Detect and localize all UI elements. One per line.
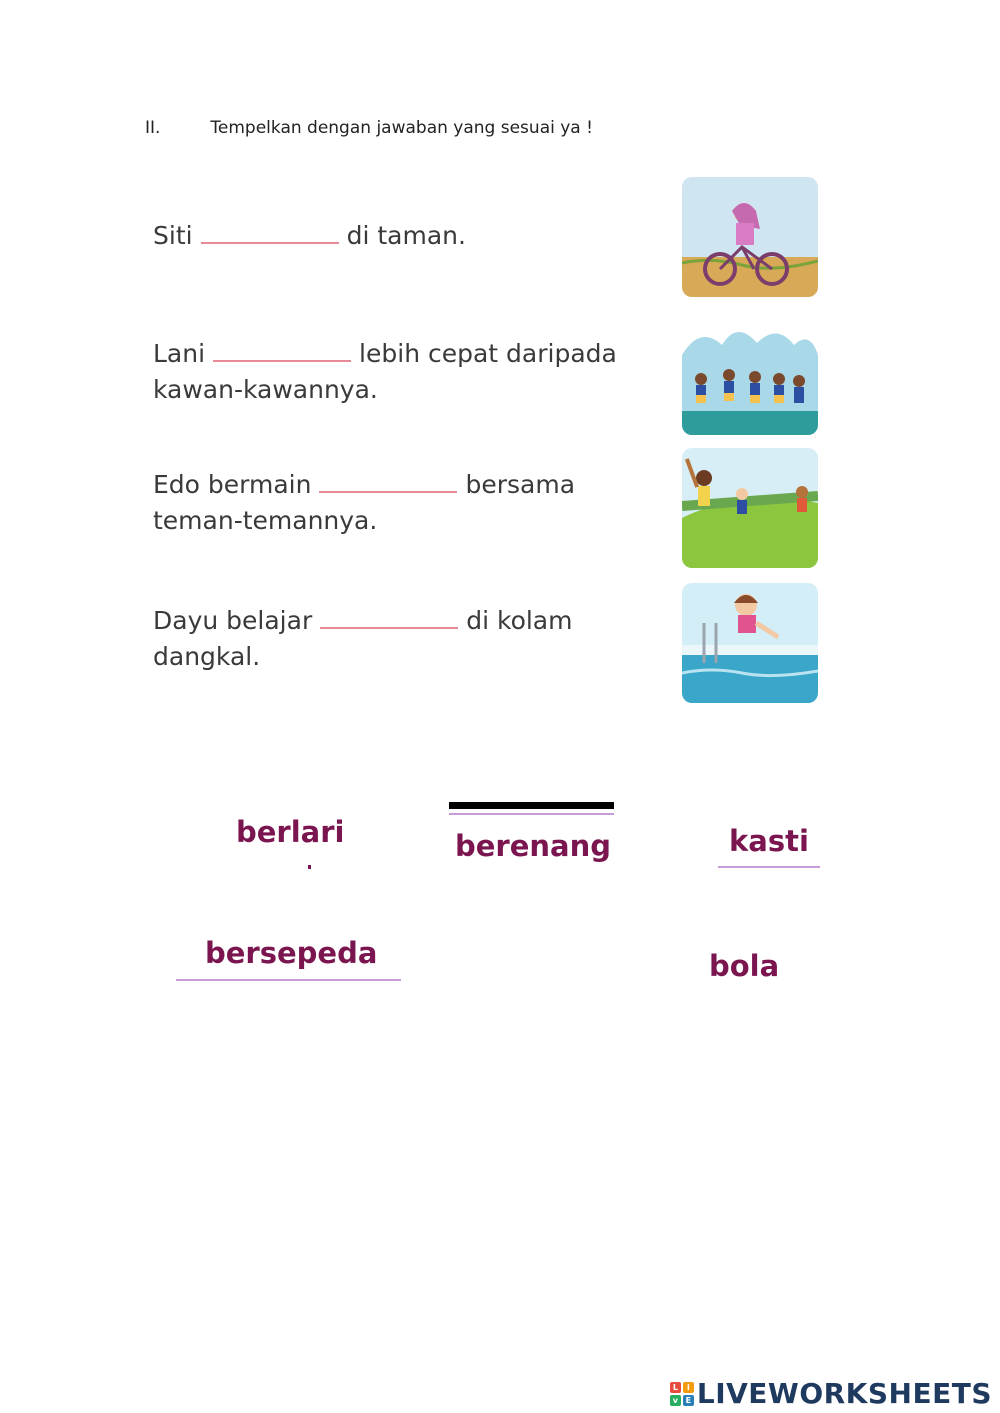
logo-letter-3: v [670,1395,681,1406]
sentence-1-after: di taman. [346,221,466,250]
bersepeda-underline [176,979,401,981]
answer-card-berenang[interactable]: berenang [455,829,612,863]
logo-text: LIVEWORKSHEETS [696,1377,992,1410]
sentence-4-before: Dayu belajar [153,606,313,635]
image-girl-at-swimming-pool [682,583,818,703]
answer-blank-4[interactable] [320,605,458,629]
instruction-text: Tempelkan dengan jawaban yang sesuai ya ! [210,118,593,138]
logo-letter-2: i [683,1382,694,1393]
instruction [145,118,593,138]
image-children-running [682,315,818,435]
sentence-2 [153,336,653,408]
logo-letter-1: L [670,1382,681,1393]
answer-card-bola[interactable]: bola [709,949,780,983]
image-girl-riding-bicycle [682,177,818,297]
sentence-4 [153,603,653,675]
logo-mark-icon [670,1382,694,1406]
sentence-1-before: Siti [153,221,193,250]
answer-card-kasti[interactable]: kasti [729,824,809,858]
sentence-3 [153,467,653,539]
image-children-playing-kasti [682,448,818,568]
divider-bar [449,802,614,809]
liveworksheets-logo [670,1377,992,1410]
answer-card-bersepeda[interactable]: bersepeda [205,936,378,970]
answer-blank-3[interactable] [319,469,457,493]
kasti-underline [718,866,820,868]
answer-blank-2[interactable] [213,338,351,362]
sentence-1 [153,218,653,254]
divider-line [449,813,614,815]
sentence-3-before: Edo bermain [153,470,312,499]
logo-letter-4: E [683,1395,694,1406]
stray-mark [308,865,311,869]
sentence-2-after: lebih cepat daripada kawan-kawannya. [153,339,617,404]
sentence-4-after: di kolam dangkal. [153,606,573,671]
answer-card-berlari[interactable]: berlari [236,815,345,849]
instruction-number: II. [145,118,161,138]
sentence-2-before: Lani [153,339,206,368]
answer-blank-1[interactable] [201,220,339,244]
sentence-3-after: bersama teman-temannya. [153,470,576,535]
